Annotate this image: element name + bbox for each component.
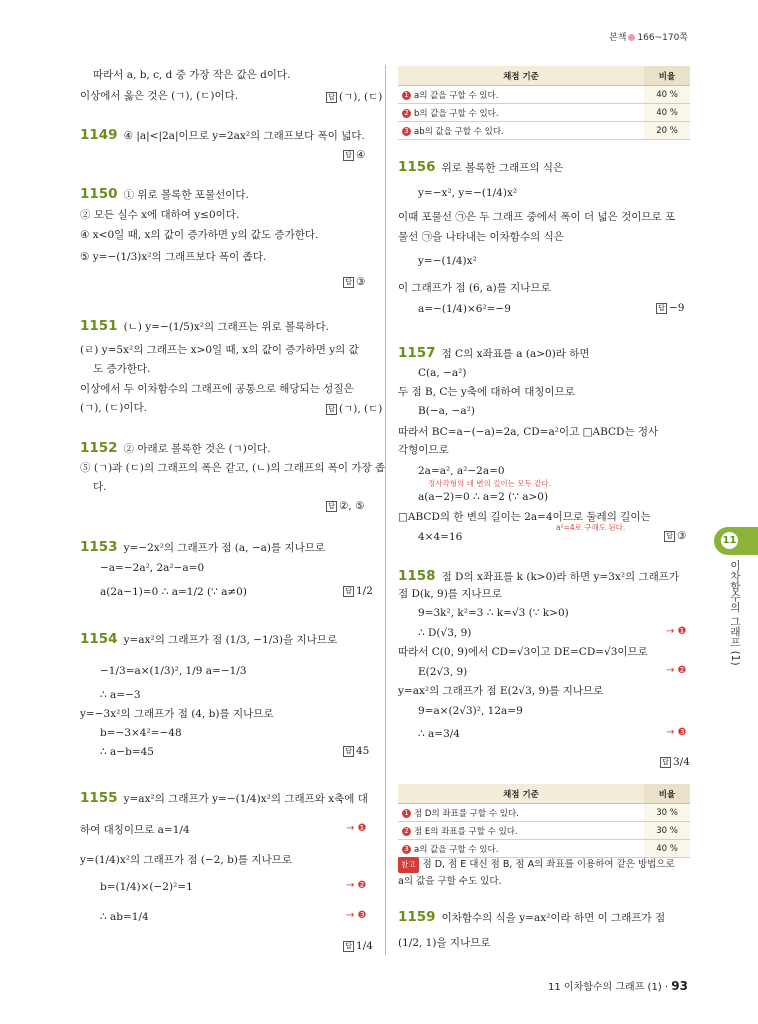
page-footer	[548, 978, 688, 993]
answer-icon: 답	[343, 586, 354, 597]
answer-icon: 답	[326, 501, 337, 512]
problem-number: 1151	[80, 318, 118, 334]
step-marker: → ❶	[346, 823, 367, 834]
text-line: 물선 ㉠을 나타내는 이차함수의 식은	[398, 231, 564, 243]
answer-icon: 답	[660, 757, 671, 768]
text-line: a(a−2)=0 ∴ a=2 (∵ a>0)	[418, 491, 549, 503]
chapter-number: 11	[721, 532, 738, 549]
problem-1153: 1153 y=−2x²의 그래프가 점 (a, −a)를 지나므로	[80, 539, 326, 555]
text-line: 이상에서 옳은 것은 (ㄱ), (ㄷ)이다.	[80, 90, 239, 102]
problem-number: 1154	[80, 631, 118, 647]
text-line: 도 증가한다.	[93, 363, 151, 375]
text-line: 점 D(k, 9)를 지나므로	[398, 588, 502, 600]
text-line: a의 값을 구할 수도 있다.	[398, 876, 502, 887]
text-line: 따라서 BC=a−(−a)=2a, CD=a²이고 □ABCD는 정사	[398, 426, 659, 438]
problem-1158: 1158 점 D의 x좌표를 k (k>0)라 하면 y=3x²의 그래프가	[398, 568, 680, 584]
text-line: (ㄱ), (ㄷ)이다.	[80, 402, 147, 414]
problem-number: 1156	[398, 159, 436, 175]
table-row: 2 b의 값을 구할 수 있다. 40 %	[398, 104, 690, 122]
problem-1151: 1151 (ㄴ) y=−(1/5)x²의 그래프는 위로 볼록하다.	[80, 318, 329, 334]
text-line: 각형이므로	[398, 444, 449, 456]
text-line: ∴ a=−3	[100, 689, 141, 701]
text-line: a(2a−1)=0 ∴ a=1/2 (∵ a≠0)	[100, 586, 247, 598]
table-row: 3 ab의 값을 구할 수 있다. 20 %	[398, 122, 690, 140]
footer-chapter: 11 이차함수의 그래프 (1)	[548, 982, 662, 993]
chapter-title: 이차함수의 그래프 (1)	[729, 560, 741, 666]
answer: 답 ④	[343, 149, 365, 161]
problem-number: 1157	[398, 345, 436, 361]
column-divider	[385, 65, 386, 955]
text-line: E(2√3, 9)	[418, 666, 468, 678]
text-line: 다.	[93, 481, 107, 493]
page-range: 166~170쪽	[637, 33, 688, 43]
text-line: 따라서 C(0, 9)에서 CD=√3이고 DE=CD=√3이므로	[398, 646, 648, 658]
problem-1156: 1156 위로 볼록한 그래프의 식은	[398, 159, 564, 175]
table-row: 2 점 E의 좌표를 구할 수 있다. 30 %	[398, 822, 690, 840]
page-number: 93	[671, 979, 688, 993]
step-1-icon: 1	[402, 809, 411, 818]
answer-icon: 답	[343, 277, 354, 288]
text-line: ∴ a−b=45	[100, 746, 154, 758]
text-line: ⑤ y=−(1/3)x²의 그래프보다 폭이 좁다.	[80, 251, 267, 263]
answer: 답 (ㄱ), (ㄷ)	[326, 89, 382, 104]
table-row: 1 a의 값을 구할 수 있다. 40 %	[398, 86, 690, 104]
text-line: −1/3=a×(1/3)², 1/9 a=−1/3	[100, 665, 247, 677]
text-line: 9=a×(2√3)², 12a=9	[418, 705, 523, 717]
answer: 답 3/4	[660, 756, 690, 768]
text-line: (ㄹ) y=5x²의 그래프는 x>0일 때, x의 값이 증가하면 y의 값	[80, 344, 359, 356]
text-line: 두 점 B, C는 y축에 대하여 대칭이므로	[398, 386, 575, 398]
text-line: y=−3x²의 그래프가 점 (4, b)를 지나므로	[80, 708, 274, 720]
step-1-icon: 1	[402, 91, 411, 100]
step-2-icon: 2	[402, 109, 411, 118]
problem-number: 1149	[80, 127, 118, 143]
text-line: 이때 포물선 ㉠은 두 그래프 중에서 폭이 더 넓은 것이므로 포	[398, 211, 676, 223]
text-line: 이 그래프가 점 (6, a)를 지나므로	[398, 282, 551, 294]
text-line: y=(1/4)x²의 그래프가 점 (−2, b)를 지나므로	[80, 854, 292, 866]
text-line: ∴ ab=1/4	[100, 911, 149, 923]
problem-1149: 1149 ④ |a|<|2a|이므로 y=2ax²의 그래프보다 폭이 넓다.	[80, 127, 365, 143]
problem-number: 1153	[80, 539, 118, 555]
annotation-note: a²=4로 구해도 된다.	[556, 523, 626, 532]
step-marker: → ❷	[666, 665, 687, 676]
page-header	[609, 30, 688, 43]
answer: 답 45	[343, 745, 369, 757]
text-line: y=ax²의 그래프가 점 E(2√3, 9)를 지나므로	[398, 685, 604, 697]
hint-label: 참고	[398, 857, 419, 873]
answer-icon: 답	[326, 404, 337, 415]
text-line: □ABCD의 한 변의 길이는 2a=4이므로 둘레의 길이는	[398, 511, 651, 523]
answer-icon: 답	[343, 941, 354, 952]
text-line: y=−x², y=−(1/4)x²	[418, 187, 518, 199]
answer-icon: 답	[343, 746, 354, 757]
answer: 답 ③	[343, 276, 365, 288]
answer: 답 1/4	[343, 940, 373, 952]
text-line: ⑤ (ㄱ)과 (ㄷ)의 그래프의 폭은 같고, (ㄴ)의 그래프의 폭이 가장 좁	[80, 462, 386, 474]
scoring-table-1155	[398, 66, 690, 140]
text-line: 4×4=16	[418, 531, 463, 543]
step-marker: → ❸	[666, 727, 687, 738]
table-row: 1 점 D의 좌표를 구할 수 있다. 30 %	[398, 804, 690, 822]
text-line: ④ x<0일 때, x의 값이 증가하면 y의 값도 증가한다.	[80, 229, 319, 241]
text-line: b=(1/4)×(−2)²=1	[100, 881, 193, 893]
step-3-icon: 3	[402, 845, 411, 854]
answer: 답 1/2	[343, 585, 373, 597]
answer: 답 (ㄱ), (ㄷ)	[326, 401, 382, 416]
step-marker: → ❸	[346, 910, 367, 921]
answer: 답 ②, ⑤	[326, 500, 365, 512]
text-line: 9=3k², k²=3 ∴ k=√3 (∵ k>0)	[418, 607, 569, 619]
step-marker: → ❶	[666, 626, 687, 637]
problem-number: 1152	[80, 440, 118, 456]
text-line: a=−(1/4)×6²=−9	[418, 303, 511, 315]
step-2-icon: 2	[402, 827, 411, 836]
problem-number: 1159	[398, 909, 436, 925]
text-line: B(−a, −a²)	[418, 405, 475, 417]
problem-1155: 1155 y=ax²의 그래프가 y=−(1/4)x²의 그래프와 x축에 대	[80, 790, 368, 806]
book-label: 본책	[609, 33, 627, 43]
text-line: ∴ D(√3, 9)	[418, 627, 472, 639]
table-header-ratio: 비율	[644, 784, 690, 804]
text-line: ② 모든 실수 x에 대하여 y≤0이다.	[80, 209, 240, 221]
hint-note: 참고 점 D, 점 E 대신 점 B, 점 A의 좌표를 이용하여 같은 방법으로	[398, 857, 675, 873]
problem-1159: 1159 이차함수의 식을 y=ax²이라 하면 이 그래프가 점	[398, 909, 666, 925]
problem-1152: 1152 ② 아래로 볼록한 것은 (ㄱ)이다.	[80, 440, 271, 456]
text-line: 이상에서 두 이차함수의 그래프에 공통으로 해당되는 성질은	[80, 383, 354, 395]
text-line: (1/2, 1)을 지나므로	[398, 937, 491, 949]
answer-icon: 답	[664, 531, 675, 542]
annotation-note: 정사각형의 네 변의 길이는 모두 같다.	[428, 479, 551, 488]
problem-1150: 1150 ① 위로 볼록한 포물선이다.	[80, 186, 249, 202]
text-line: 2a=a², a²−2a=0	[418, 465, 505, 477]
text-line: 하여 대칭이므로 a=1/4	[80, 824, 190, 836]
problem-number: 1150	[80, 186, 118, 202]
text-line: 따라서 a, b, c, d 중 가장 작은 값은 d이다.	[93, 69, 291, 81]
step-3-icon: 3	[402, 127, 411, 136]
table-row: 3 a의 값을 구할 수 있다. 40 %	[398, 840, 690, 858]
table-header: 채점 기준	[398, 784, 644, 804]
problem-number: 1155	[80, 790, 118, 806]
text-line: y=−(1/4)x²	[418, 255, 477, 267]
step-marker: → ❷	[346, 880, 367, 891]
table-header: 채점 기준	[398, 66, 644, 86]
problem-number: 1158	[398, 568, 436, 584]
table-header-ratio: 비율	[644, 66, 690, 86]
dot-icon	[628, 34, 635, 41]
text-line: ∴ a=3/4	[418, 728, 460, 740]
chapter-tab	[714, 527, 758, 555]
footer-separator: ·	[664, 982, 669, 993]
text-line: C(a, −a²)	[418, 367, 467, 379]
answer: 답 ③	[664, 530, 686, 542]
problem-1157: 1157 점 C의 x좌표를 a (a>0)라 하면	[398, 345, 590, 361]
answer-icon: 답	[656, 303, 667, 314]
text-line: −a=−2a², 2a²−a=0	[100, 562, 205, 574]
answer-icon: 답	[343, 150, 354, 161]
answer-icon: 답	[326, 92, 337, 103]
scoring-table-1158	[398, 784, 690, 858]
answer: 답 −9	[656, 302, 684, 314]
problem-1154: 1154 y=ax²의 그래프가 점 (1/3, −1/3)을 지나므로	[80, 631, 338, 647]
text-line: b=−3×4²=−48	[100, 727, 182, 739]
